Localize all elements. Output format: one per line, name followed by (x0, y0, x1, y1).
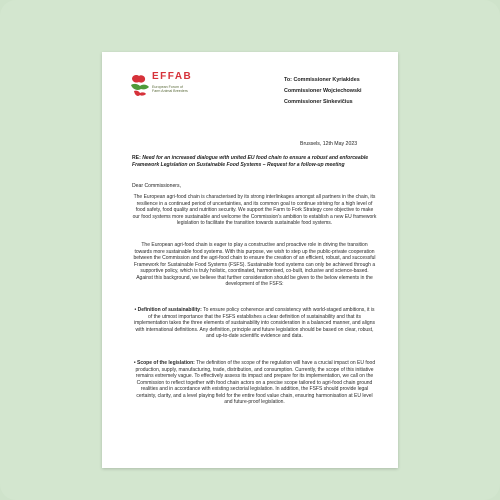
bullet-title: Definition of sustainability: (137, 307, 202, 313)
recipients-block (284, 75, 394, 108)
effab-logo (128, 73, 238, 113)
recipient-line: To: Commissioner Kyriakides (284, 77, 360, 83)
subject-label: RE: (132, 155, 141, 161)
bullet-text: To ensure policy coherence and consistency with world-staged ambitions, it is of the utmost importance that the FSFS establishes a clear definition of sustainability and that its implementation takes the three elements of sustainability into consideration in a balanced manner, and aligns with international definitions. Any definition, principle and future legislation should be based on clear, robust, and up-to-date scientific evidence and data. (134, 307, 375, 339)
logo-subtitle-line1: European Forum of (152, 85, 183, 89)
bullet-dot: • (133, 360, 138, 366)
salutation: Dear Commissioners, (132, 183, 181, 189)
body-paragraph: The European agri-food chain is characterised by its strong interlinkages amongst all partners in the chain, its resilience in a continued period of uncertainties, and its common goal to continue striving for a high level of food safety, food quality and nutrition security. We support the Farm to Fork Strategy core objective to make our food systems more sustainable and welcome the Commission's ambition to establish a new EU framework legislation to facilitate the transition towards sustainable food systems. (132, 194, 377, 226)
bullet-title: Scope of the legislation: (137, 360, 195, 366)
letter-page (102, 52, 398, 468)
body-paragraph: The European agri-food chain is eager to play a constructive and proactive role in driving the transition towards more sustainable food systems. With this purpose, we wish to step up the public-private cooperation between the Commission and the agri-food chain to ensure the creation of an efficient, robust, and successful Framework for Sustainable Food Systems (FSFS). Sustainable food systems can only be achieved through a supportive policy, which is truly holistic, coordinated, harmonised, co-built, inclusive and science-based. Against this background, we believe that further consideration should be given to the below elements in the development of the FSFS: (133, 242, 376, 287)
bullet-dot: • (134, 307, 138, 313)
letter-date: Brussels, 12th May 2023 (300, 141, 358, 147)
recipient-line: Commissioner Sinkevičius (284, 99, 353, 105)
bullet-item (132, 360, 377, 406)
bullet-text: The definition of the scope of the regulation will have a crucial impact on EU food production, supply, manufacturing, trade, distribution, and consumption. Currently, the scope of this initiative remains extremely vague. To effectively assess its impact and prepare for its implementation, we call on the Commission to reflect together with food chain actors on a precise scope tailored to agri-food chain ground realities and in accordance with existing sectorial legislation. In addition, the FSFS should provide legal certainty, clarity, and a level playing field for the entire food value chain, ensuring harmonisation at EU level and future-proof legislation. (135, 360, 376, 405)
logo-name: EFFAB (152, 71, 193, 82)
subject-line (132, 155, 382, 168)
recipient-line: Commissioner Wojciechowski (284, 88, 362, 94)
bullet-item (132, 307, 377, 340)
logo-subtitle-line2: Farm Animal Breeders (152, 89, 188, 93)
subject-text: Need for an increased dialogue with united EU food chain to ensure a robust and enforceable Framework Legislation on Sustainable Food Systems – Request for a follow-up meeting (132, 155, 369, 168)
effab-logo-icon (128, 73, 152, 99)
